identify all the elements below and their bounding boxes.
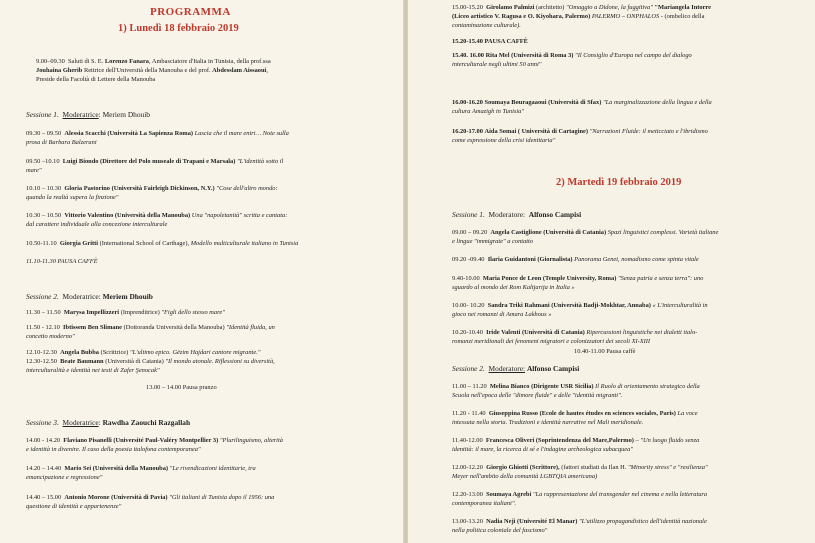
talk-item-line2: identità: il mare, la ricerca di sé e l'indagine archeologica subacquea" [452,446,633,453]
opening-line2: Jouhaina Gherib Rettrice dell'Università della Manouba e del prof. Abdesslam Aissaoui, [36,67,268,74]
talk-item: 12.20-13.00 Soumaya Agrebi "La rappresentazione del transgender nel cinema e nella letteratura [452,491,708,498]
talk-item: 09.00 – 09.20 Angela Castiglione (Università di Catania) Spazi linguistici complessi. Varietà italiane [452,229,719,236]
talk-item: 10.20-10.40 Iride Valenti (Università di Catania) Ripercussioni linguistiche nei dialetti italo- [452,329,698,336]
break2: 15.20-15.40 PAUSA CAFFÈ [452,38,528,45]
talk-item: 11.20 - 11.40 Giuseppina Russo (Ecole de hautes études en sciences sociales, Paris) La voce [452,410,698,417]
right-page [408,0,815,543]
r-session1-heading: Sessione 1. Moderatore: Alfonso Campisi [452,210,582,219]
talk-item: 11.30 – 11.50 Marysa Impellizzeri (Imprenditrice) "Figli dello stesso mare" [26,309,225,316]
talk-item: 14.20 – 14.40 Mario Sei (Università della Manouba) "Le rivendicazioni identitarie, tra [26,465,256,472]
talk-item-line2: romanzi meridionali dei fenomeni migratori e colonizzatori dei secoli XI-XIII [452,338,651,345]
talk-item-line2: dal carattere individuale alla concezione interculturale [26,221,168,228]
talk-item: 12.30-12.50 Beate Baumann (Università di Catania) "Il mondo atonale. Riflessioni su diversità, [26,358,275,365]
talk-item: 12.10-12.30 Angela Bubba (Scrittrice) "L'ultimo epico. Gëzim Hajdari cantore migrante." [26,349,261,356]
programma-title: PROGRAMMA [150,6,231,18]
talk-item: 10.50-11.10 Giorgia Gritti (International School of Carthage), Modello multiculturale italiano in Tunisia [26,240,299,247]
talk-item-line2: emancipazione e regressione" [26,474,103,481]
talk-item-line2: questione di identità e appartenenze" [26,503,122,510]
talk-item: 9.40-10.00 Maria Ponce de Leon (Temple University, Roma) "Senza patria e senza terra": uno [452,275,704,282]
talk-item: 09.20 -09.40 Ilaria Guidantoni (Giornalista) Panorama Genet, nomadismo come spinta vitale [452,256,699,263]
talk-item: 10.30 – 10.50 Vittorio Valentino (Università della Manouba) Una "napoletanità" scritta e cantata: [26,212,288,219]
talk-item-line2: intessuta nella storia. Tradizioni e identità narrative nel Mali meridionale. [452,419,644,426]
session2-heading: Sessione 2. Moderatrice: Meriem Dhouib [26,292,153,301]
opening-line1: 9.00–09.30 Saluti di S. E. Lorenzo Fanara, Ambasciatore d'Italia in Tunisia, della prof.ssa [36,58,271,65]
talk-bouragaaoui: 16.00-16.20 Soumaya Bouragaaoui (Università di Sfax) "La marginalizzazione della lingua e della [452,99,712,106]
talk-palmizi: 15.00-15.20 Girolamo Palmizi (architetto) "Omaggio a Didone, la fuggitiva" "Mariangela Intorre [452,4,711,11]
talk-item-line2: mare" [26,167,42,174]
talk-somai-line2: come espressione della crisi identitaria" [452,137,556,144]
talk-item: 14.40 – 15.00 Antonio Morone (Università di Pavia) "Gli italiani di Tunisia dopo il 1956: una [26,494,275,501]
session3-heading: Sessione 3. Moderatrice: Rawdha Zaouchi Razgallah [26,418,191,427]
lunch-break: 13.00 – 14.00 Pausa pranzo [146,384,217,391]
day1-title: 1) Lunedì 18 febbraio 2019 [118,23,239,34]
talk-item-line2: quando la realtà supera la finzione" [26,194,119,201]
talk-item-line2: gioco nei romanzi di Amara Lakhous » [452,311,552,318]
talk-item: 11.50 - 12.10 Ibtissem Ben Slimane (Dottoranda Università della Manouba) "Identità fluida, un [26,324,275,331]
talk-item-line2: interculturalità e identità nei testi di Zafer Şenocak" [26,367,160,374]
talk-item-line2: nella politica coloniale del fascismo" [452,527,548,534]
talk-item: 12.00-12.20 Giorgio Ghiotti (Scrittore), (fattori studiati da Ilan H. "Minority stress" e "resilienza" [452,464,708,471]
day2-title: 2) Martedì 19 febbraio 2019 [556,177,682,188]
talk-intorre-line2: (Liceo artistico V. Ragusa e O. Kiyohara, Palermo) PALERMO – ONPHALOS - (ombelico della [452,13,705,20]
talk-bouragaaoui-line2: cultura Amazigh in Tunisia" [452,108,524,115]
talk-item-line2: Scuola nell'epoca delle "dimore fluide" e delle "identità migranti". [452,392,623,399]
break1: 11.10-11.30 PAUSA CAFFÈ [26,258,98,265]
talk-item: 10.00- 10.20 Sandra Triki Rahmani (Università Badji-Mokhtar, Annaba) « L'interculturalità in [452,302,708,309]
talk-intorre-line3: contaminazione culturale). [452,22,521,29]
talk-item: 09.50 –10.10 Luigi Biondo (Direttore del Polo museale di Trapani e Marsala) "L'identità sotto il [26,158,284,165]
r-session2-heading: Sessione 2. Moderatore: Alfonso Campisi [452,364,580,373]
talk-item: 10.10 – 10.30 Gloria Pastorino (Università Fairleigh Dickinson, N.Y.) "Cose dell'altro mondo: [26,185,278,192]
opening-line3: Preside della Facoltà di Lettere della Manouba [36,76,156,83]
talk-mel-line2: interculturale negli ultimi 50 anni" [452,61,542,68]
talk-item: 11.00 – 11.20 Melina Bianco (Dirigente USR Sicilia) Il Ruolo di orientamento strategico della [452,383,700,390]
talk-item-line2: concetto moderno" [26,333,75,340]
break3: 10.40-11.00 Pausa caffè [574,348,636,355]
talk-item: 09.30 – 09.50 Alessia Scacchi (Università La Sapienza Roma) Lascia che il mare entri… Note sulla [26,130,289,137]
talk-item: 14.00 - 14.20 Flaviano Pisanelli (Université Paul-Valéry Montpellier 3) "Plurilinguismo, alterità [26,437,283,444]
talk-item: 13.00-13.20 Nadia Neji (Université El Manar) "L'utilizzo propagandistico dell'identità nazionale [452,518,707,525]
session1-heading: Sessione 1. Moderatrice: Meriem Dhouib [26,110,150,119]
talk-item-line2: Meyer nell'ambito della comunità LGBTQIA americana) [452,473,598,480]
talk-item-line2: e lingue "immigrate" a contatto [452,238,533,245]
talk-item-line2: prosa di Barbara Balzerani [26,139,97,146]
left-page [0,0,404,543]
talk-item-line2: contemporanea italiani". [452,500,517,507]
talk-mel: 15.40. 16.00 Rita Mel (Università di Roma 3) "Il Consiglio d'Europa nel campo del dialogo [452,52,692,59]
talk-item: 11.40-12.00 Francesca Oliveri (Soprintendenza del Mare,Palermo) – "Un luogo fluido senza [452,437,700,444]
talk-somai: 16.20-17.00 Aida Somai ( Università di Cartagine) "Narrazioni Fluide: il meticciato e l'ibridismo [452,128,708,135]
talk-item-line2: e identità in divenire. Il caso della poesia italofona contemporanea" [26,446,201,453]
talk-item-line2: sguardo al mondo dei Rom Kaltjarija in Italia » [452,284,575,291]
